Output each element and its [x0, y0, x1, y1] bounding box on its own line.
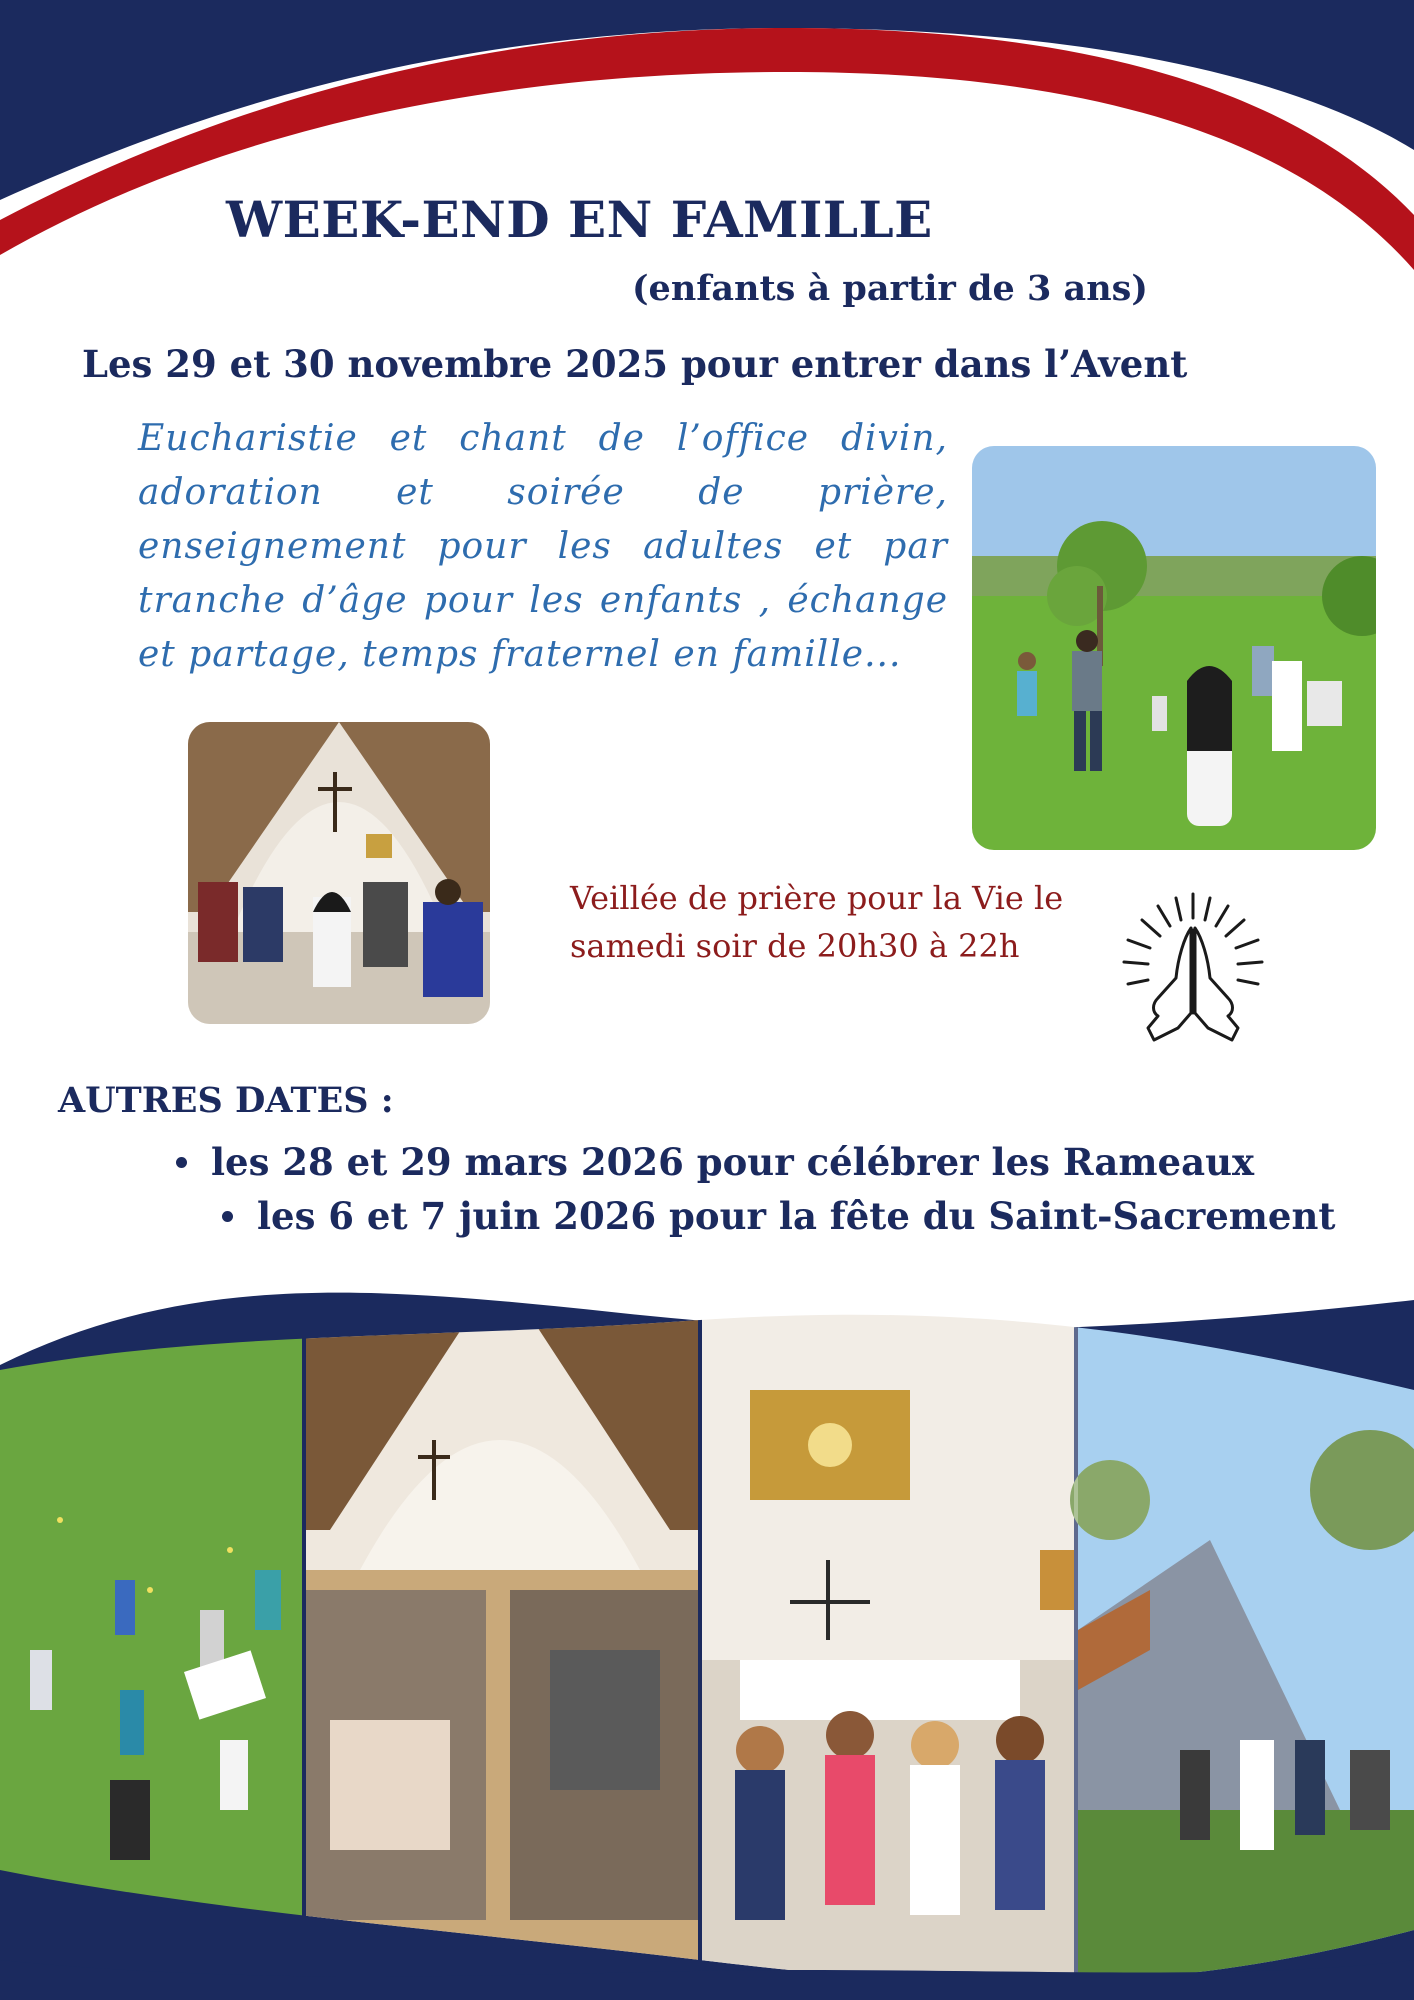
description-line: enseignement pour les adultes et par [138, 526, 948, 567]
description-line: adoration et soirée de prière, [138, 472, 948, 513]
age-subtitle: (enfants à partir de 3 ans) [632, 268, 1148, 309]
other-date-item [222, 1194, 1335, 1238]
top-wave-decoration [0, 0, 1414, 300]
bullet-icon [222, 1211, 233, 1222]
description-line: et partage, temps fraternel en famille... [138, 634, 902, 675]
other-date-text: les 28 et 29 mars 2026 pour célébrer les Rameaux [211, 1140, 1255, 1184]
other-dates-heading: AUTRES DATES : [58, 1080, 394, 1121]
program-description [138, 412, 948, 682]
page-title: WEEK-END EN FAMILLE [226, 190, 933, 249]
description-line: Eucharistie et chant de l’office divin, [138, 418, 948, 459]
event-dates: Les 29 et 30 novembre 2025 pour entrer dans l’Avent [82, 342, 1188, 386]
praying-hands-icon [1118, 888, 1268, 1060]
vigil-line-1: Veillée de prière pour la Vie le [570, 879, 1064, 917]
description-line: tranche d’âge pour les enfants , échange [138, 580, 948, 621]
other-date-text: les 6 et 7 juin 2026 pour la fête du Saint-Sacrement [257, 1194, 1336, 1238]
photo-outdoor-family [972, 446, 1376, 850]
vigil-info [570, 874, 1063, 970]
other-date-item [176, 1140, 1254, 1184]
vigil-line-2: samedi soir de 20h30 à 22h [570, 927, 1020, 965]
bullet-icon [176, 1157, 187, 1168]
bottom-photo-strip [0, 1270, 1414, 2000]
photo-chapel-prayer [188, 722, 490, 1024]
